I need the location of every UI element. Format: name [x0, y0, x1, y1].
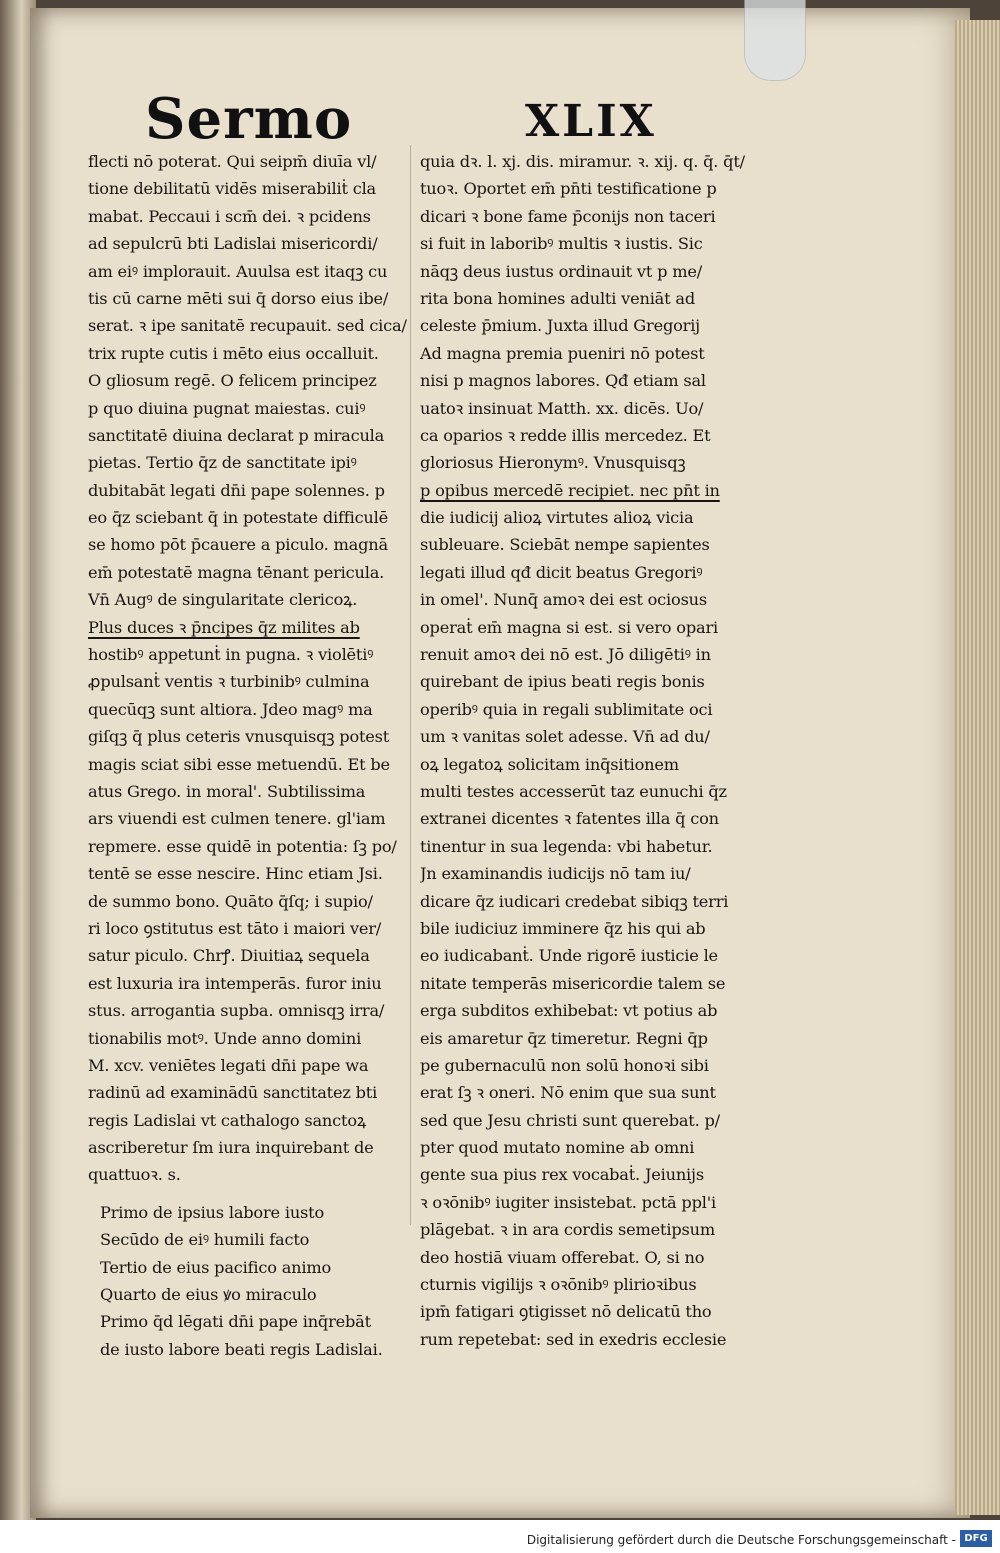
text-line: deo hostiā viuam offerebat. O, si no: [420, 1247, 705, 1267]
text-line: p opibus mercedē recipiet. nec pn̄t in: [420, 480, 720, 500]
text-line: ꝓpulsanṫ ventis ꝛ turbinibꝰ culmina: [88, 672, 370, 692]
text-line: ri loco ꝯstitutus est tāto i maiori ver/: [88, 918, 382, 938]
list-item: Quarto de eius ꝟo miraculo: [100, 1285, 317, 1305]
text-line: magis sciat sibi esse metuendū. Et be: [88, 754, 390, 774]
text-line: rita bona homines adulti veniāt ad: [420, 288, 695, 308]
text-line: Vn̄ Augꝰ de singularitate clericoꝝ.: [88, 590, 358, 610]
running-header-sermo: Sermo: [145, 86, 353, 152]
text-line: ad sepulcrū bti Ladislai misericordi/: [88, 234, 378, 254]
dfg-logo: DFG: [960, 1530, 992, 1547]
text-line: nisi p magnos labores. Qđ etiam sal: [420, 371, 706, 391]
text-line: tinentur in sua legenda: vbi habetur.: [420, 836, 713, 856]
list-item: de iusto labore beati regis Ladislai.: [100, 1339, 383, 1359]
text-line: tione debilitatū vidēs miserabiliṫ cla: [88, 179, 377, 199]
text-line: Jn examinandis iudicijs nō tam iu/: [420, 864, 691, 884]
text-line: gente sua pius rex vocabaṫ. Jeiunijs: [420, 1165, 704, 1185]
text-line: celeste p̄mium. Juxta illud Gregorij: [420, 316, 700, 336]
text-line: am eiꝰ implorauit. Auulsa est itaqꝫ cu: [88, 261, 388, 281]
text-line: dicari ꝛ bone fame p̄conijs non taceri: [420, 206, 716, 226]
text-line: mabat. Peccaui i scm̄ dei. ꝛ pcidens: [88, 206, 371, 226]
text-line: giſqꝫ q̄ plus ceteris vnusquisqꝫ potest: [88, 727, 390, 747]
text-line: pietas. Tertio q̄z de sanctitate ipiꝰ: [88, 453, 357, 473]
left-text-column: [88, 148, 410, 1363]
text-line: nitate temperās misericordie talem se: [420, 973, 726, 993]
text-line: uatoꝛ insinuat Matth. xx. dicēs. Uo/: [420, 398, 704, 418]
text-line: ca oparios ꝛ redde illis mercedez. Et: [420, 425, 711, 445]
text-line: M. xcv. veniētes legati dn̄i pape wa: [88, 1055, 369, 1075]
text-line: nāqꝫ deus iustus ordinauit vt p me/: [420, 261, 703, 281]
text-line: regis Ladislai vt cathalogo sanctoꝝ: [88, 1110, 367, 1130]
text-line: plāgebat. ꝛ in ara cordis semetipsum: [420, 1220, 715, 1240]
text-line: oꝝ legatoꝝ solicitam inq̄sitionem: [420, 754, 679, 774]
text-line: quirebant de ipius beati regis bonis: [420, 672, 705, 692]
text-line: sanctitatē diuina declarat p miracula: [88, 425, 385, 445]
right-text-column: [420, 148, 765, 1353]
text-line: die iudicij alioꝝ virtutes alioꝝ vicia: [420, 508, 694, 528]
list-item: Secūdo de eiꝰ humili facto: [100, 1230, 310, 1250]
text-line: quattuoꝛ. s.: [88, 1165, 181, 1185]
text-line: p quo diuina pugnat maiestas. cuiꝰ: [88, 398, 366, 418]
text-line: erat ſꝫ ꝛ oneri. Nō enim que sua sunt: [420, 1083, 716, 1103]
text-line: O gliosum regē. O felicem principez: [88, 371, 377, 391]
question-list: [88, 1199, 410, 1363]
page-clip: [745, 0, 805, 80]
text-line: eo q̄z sciebant q̄ in potestate difficulē: [88, 508, 389, 528]
text-line: tentē se esse nescire. Hinc etiam Jsi.: [88, 864, 383, 884]
text-line: in omel'. Nunq̄ amoꝛ dei est ociosus: [420, 590, 708, 610]
text-line: bile iudiciuz imminere q̄z his qui ab: [420, 918, 706, 938]
text-line: multi testes accesserūt taz eunuchi q̄z: [420, 781, 727, 801]
text-line: repmere. esse quidē in potentia: ſꝫ po/: [88, 836, 397, 856]
text-line: ipm̄ fatigari ꝯtigisset nō delicatū tho: [420, 1302, 712, 1322]
text-line: ars viuendi est culmen tenere. gl'iam: [88, 809, 386, 829]
text-line: cturnis vigilijs ꝛ oꝛōnibꝰ plirioꝛibus: [420, 1275, 697, 1295]
text-line: em̄ potestatē magna tēnant pericula.: [88, 562, 385, 582]
text-line: de summo bono. Quāto q̄ſq; i supio/: [88, 891, 373, 911]
list-item: Primo de ipsius labore iusto: [100, 1202, 324, 1222]
text-line: um ꝛ vanitas solet adesse. Vn̄ ad du/: [420, 727, 710, 747]
text-line: sed que Jesu christi sunt querebat. p/: [420, 1110, 720, 1130]
text-line: se homo pōt p̄cauere a piculo. magnā: [88, 535, 388, 555]
text-line: tionabilis motꝰ. Unde anno domini: [88, 1028, 362, 1048]
text-line: satur piculo. Chrꝭ. Diuitiaꝝ sequela: [88, 946, 370, 966]
text-line: rum repetebat: sed in exedris ecclesie: [420, 1329, 727, 1349]
text-line: tuoꝛ. Oportet em̄ pn̄ti testificatione p: [420, 179, 717, 199]
text-line: legati illud qđ dicit beatus Gregoriꝰ: [420, 562, 703, 582]
text-line: dubitabāt legati dn̄i pape solennes. p: [88, 480, 385, 500]
text-line: hostibꝰ appetunṫ in pugna. ꝛ violētiꝰ: [88, 645, 374, 665]
text-line: extranei dicentes ꝛ fatentes illa q̄ con: [420, 809, 719, 829]
text-line: tis cū carne mēti sui q̄ dorso eius ibe/: [88, 288, 389, 308]
text-line: operaṫ em̄ magna si est. si vero opari: [420, 617, 718, 637]
digitization-credit: Digitalisierung gefördert durch die Deutsche Forschungsgemeinschaft -: [526, 1533, 956, 1547]
text-line: Plus duces ꝛ p̄ncipes q̄z milites ab: [88, 617, 360, 637]
text-line: stus. arrogantia supba. omnisqꝫ irra/: [88, 1001, 385, 1021]
text-line: flecti nō poterat. Qui seipm̄ diuīa vl/: [88, 152, 377, 171]
text-line: renuit amoꝛ dei nō est. Jō diligētiꝰ in: [420, 645, 711, 665]
folio-number: XLIX: [525, 96, 657, 147]
text-line: quecūqꝫ sunt altiora. Jdeo magꝰ ma: [88, 699, 373, 719]
text-line: pe gubernaculū non solū honoꝛi sibi: [420, 1055, 709, 1075]
text-line: eo iudicabanṫ. Unde rigorē iusticie le: [420, 946, 718, 966]
text-line: est luxuria ira intemperās. furor iniu: [88, 973, 382, 993]
text-line: operibꝰ quia in regali sublimitate oci: [420, 699, 713, 719]
text-line: radinū ad examinādū sanctitatez bti: [88, 1083, 378, 1103]
list-item: Primo q̄d lēgati dn̄i pape inq̄rebāt: [100, 1312, 371, 1332]
column-divider: [410, 145, 411, 1225]
text-line: erga subditos exhibebat: vt potius ab: [420, 1001, 718, 1021]
text-line: serat. ꝛ ipe sanitatē recupauit. sed cica/: [88, 316, 407, 336]
text-line: eis amaretur q̄z timeretur. Regni q̄p: [420, 1028, 708, 1048]
page-fore-edge: [955, 20, 1000, 1515]
text-line: ascriberetur ſm iura inquirebant de: [88, 1138, 374, 1158]
text-line: quia dꝛ. l. xj. dis. miramur. ꝛ. xij. q. q̄. q̄t/: [420, 152, 745, 171]
text-line: subleuare. Sciebāt nempe sapientes: [420, 535, 710, 555]
text-line: si fuit in laboribꝰ multis ꝛ iustis. Sic: [420, 234, 703, 254]
text-line: trix rupte cutis i mēto eius occalluit.: [88, 343, 379, 363]
text-line: gloriosus Hieronymꝰ. Vnusquisqꝫ: [420, 453, 686, 473]
text-line: atus Grego. in moral'. Subtilissima: [88, 781, 366, 801]
text-line: ꝛ oꝛōnibꝰ iugiter insistebat. pctā ppl'i: [420, 1192, 716, 1212]
text-line: pter quod mutato nomine ab omni: [420, 1138, 695, 1158]
list-item: Tertio de eius pacifico animo: [100, 1257, 332, 1277]
text-line: Ad magna premia pueniri nō potest: [420, 343, 705, 363]
text-line: dicare q̄z iudicari credebat sibiqꝫ terri: [420, 891, 729, 911]
